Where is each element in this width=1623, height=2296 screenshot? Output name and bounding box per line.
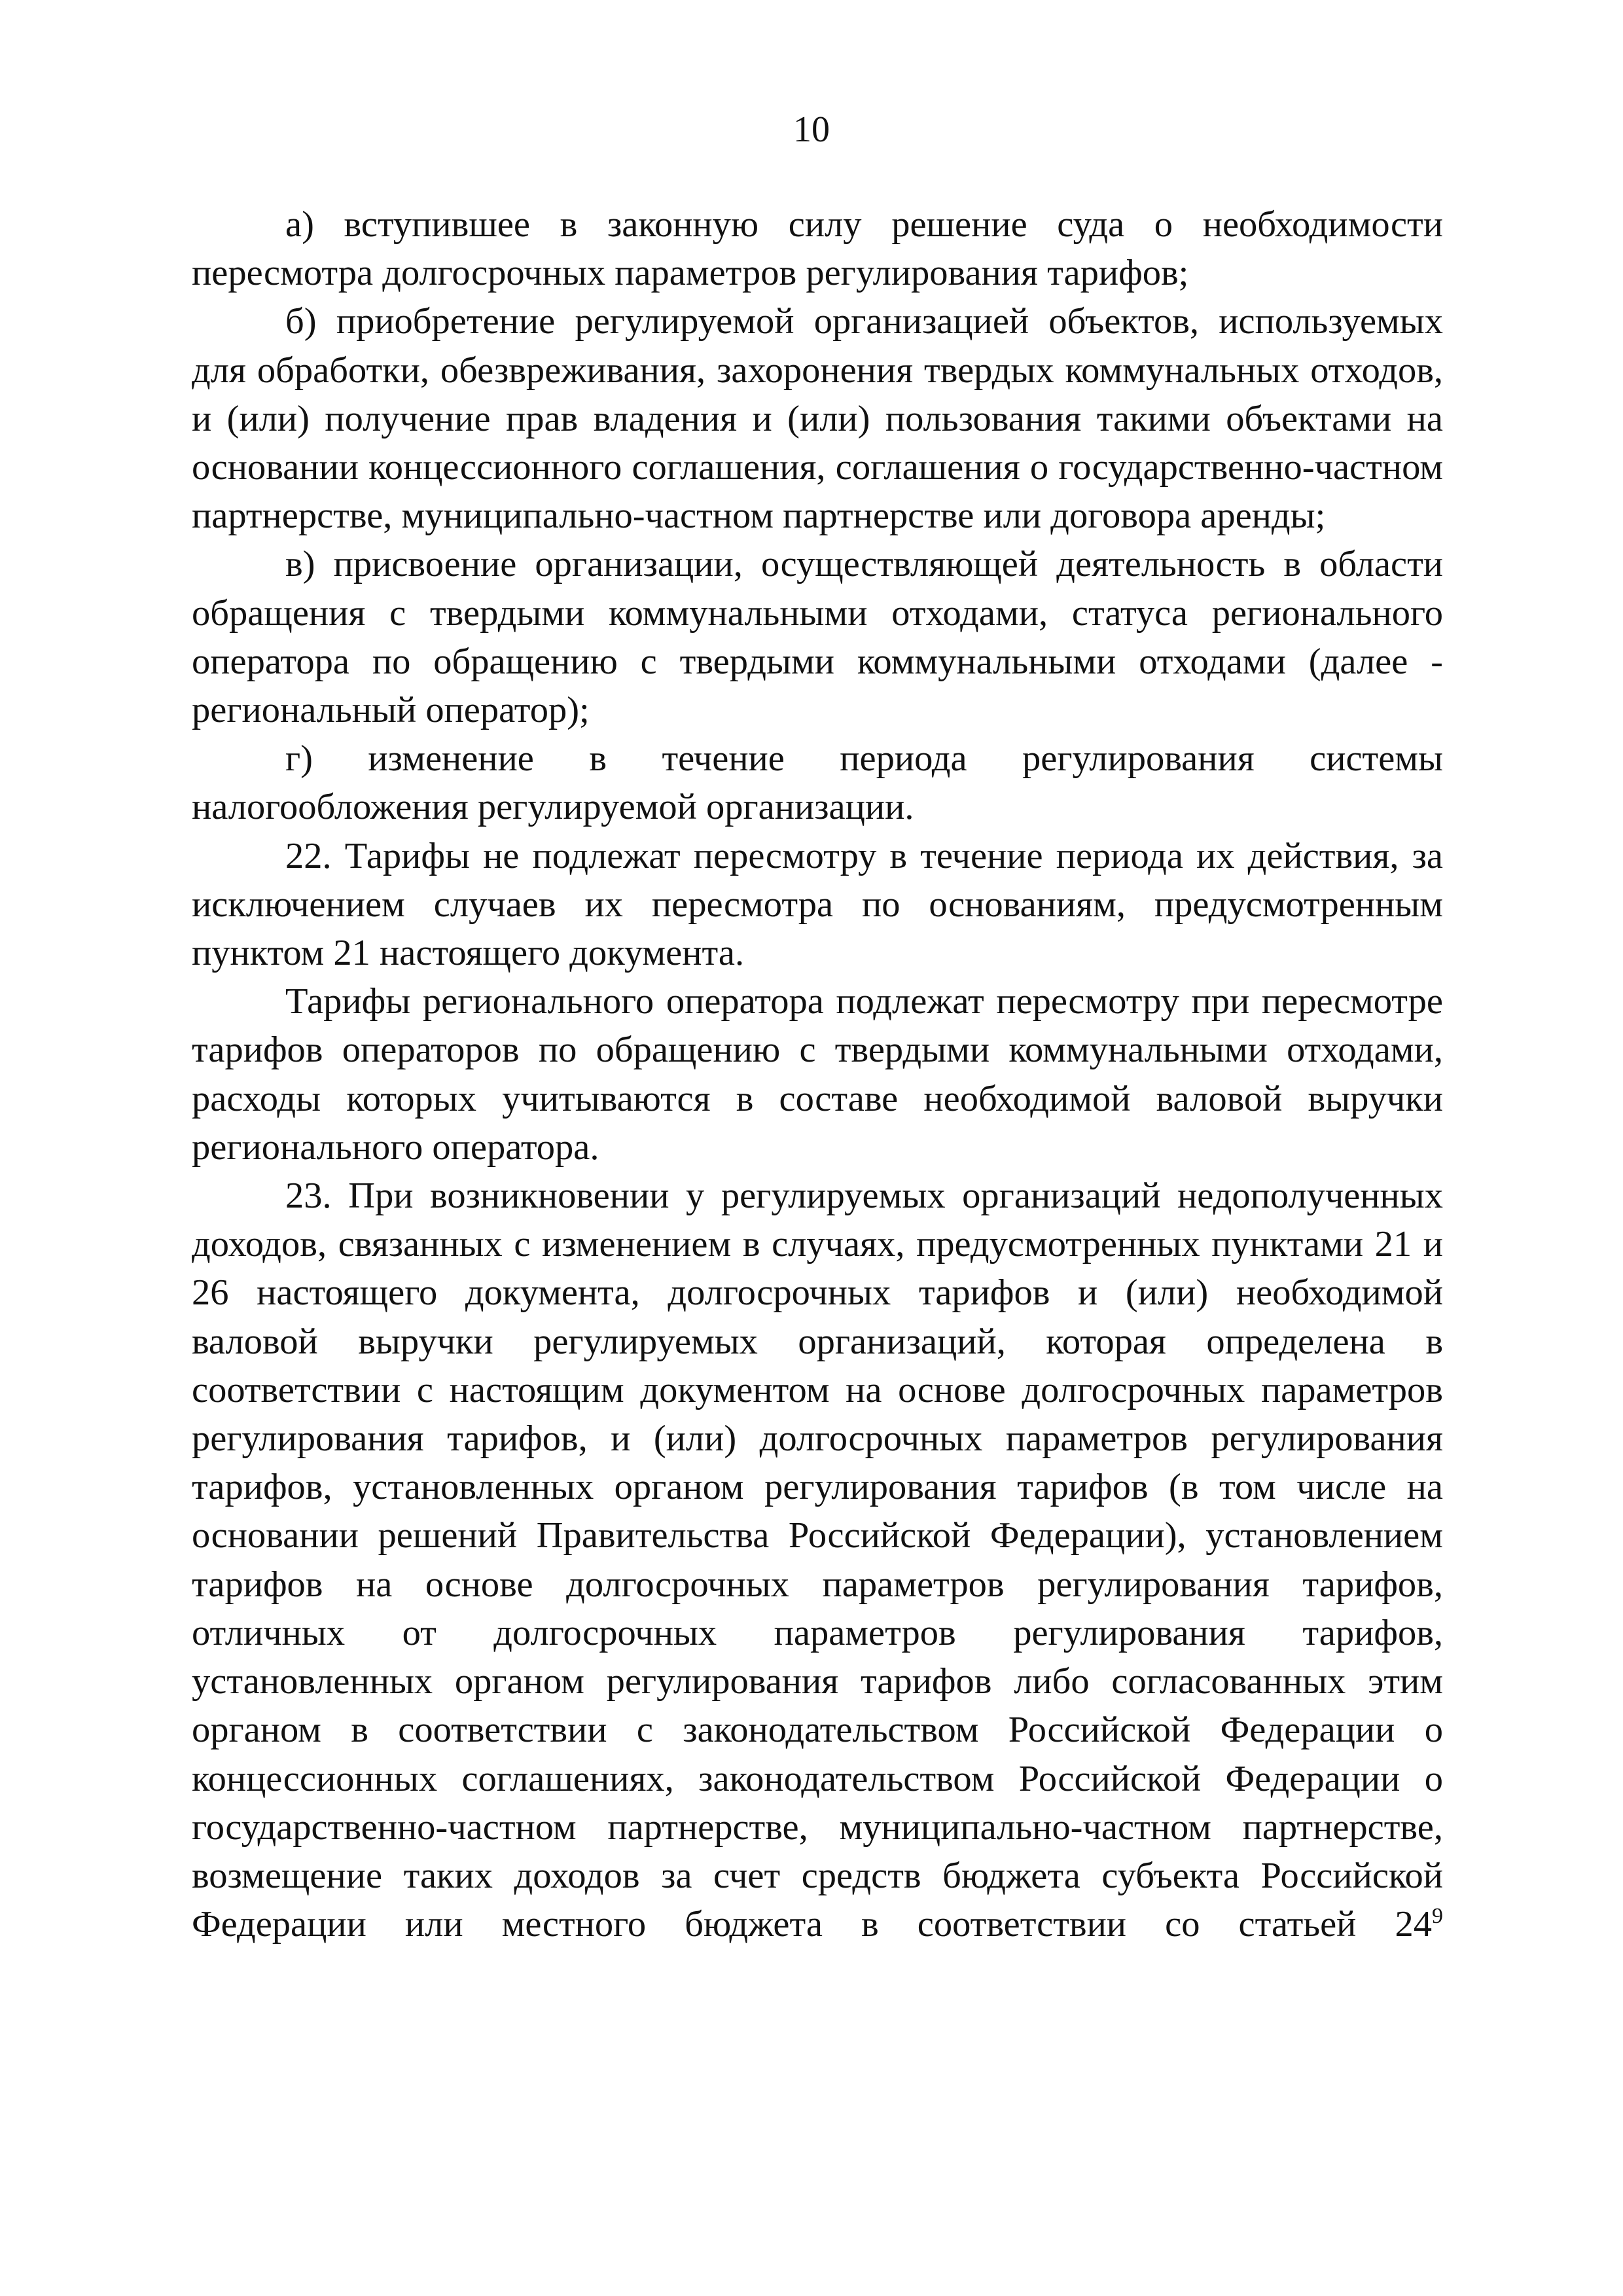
paragraph-subitem-v: в) присвоение организации, осуществляющей деятельность в области обращения с твердыми коммунальными отходами, статуса регионального оператора по обращению с твердыми коммунальными отходами (далее - региональный оператор); [192, 544, 1443, 731]
paragraph-item-23-text: 23. При возникновении у регулируемых организаций недополученных доходов, связанных с изменением в случаях, предусмотренных пунктами 21 и 26 настоящего документа, долгосрочных тарифов и (или) необходимой валовой выручки регулируемых организаций, которая определена в соответствии с настоящим документом на основе долгосрочных параметров регулирования тарифов, и (или) долгосрочных параметров регулирования тарифов, установленных органом регулирования тарифов (в том числе на основании решений Правительства Российской Федерации), установлением тарифов на основе долгосрочных параметров регулирования тарифов, отличных от долгосрочных параметров регулирования тарифов, установленных органом регулирования тарифов либо согласованных этим органом в соответствии с законодательством Российской Федерации о концессионных соглашениях, законодательством Российской Федерации о государственно-частном партнерстве, муниципально-частном партнерстве, возмещение таких доходов за счет средств бюджета субъекта Российской Федерации или местного бюджета в соответствии со статьей 24 [192, 1175, 1443, 1945]
paragraph-subitem-g: г) изменение в течение периода регулирования системы налогообложения регулируемой организации. [192, 738, 1443, 828]
document-body [192, 200, 1443, 1948]
paragraph-subitem-a: а) вступившее в законную силу решение суда о необходимости пересмотра долгосрочных параметров регулирования тарифов; [192, 204, 1443, 294]
paragraph-item-23 [192, 1172, 1443, 1948]
footnote-mark: 9 [1432, 1904, 1443, 1929]
page-number: 10 [793, 109, 830, 150]
paragraph-item-22-regional-operator: Тарифы регионального оператора подлежат пересмотру при пересмотре тарифов операторов по обращению с твердыми коммунальными отходами, расходы которых учитываются в составе необходимой валовой выручки регионального оператора. [192, 981, 1443, 1168]
paragraph-subitem-b: б) приобретение регулируемой организацией объектов, используемых для обработки, обезвреживания, захоронения твердых коммунальных отходов, и (или) получение прав владения и (или) пользования такими объектами на основании концессионного соглашения, соглашения о государственно-частном партнерстве, муниципально-частном партнерстве или договора аренды; [192, 301, 1443, 537]
paragraph-item-22: 22. Тарифы не подлежат пересмотру в течение периода их действия, за исключением случаев их пересмотра по основаниям, предусмотренным пунктом 21 настоящего документа. [192, 835, 1443, 974]
